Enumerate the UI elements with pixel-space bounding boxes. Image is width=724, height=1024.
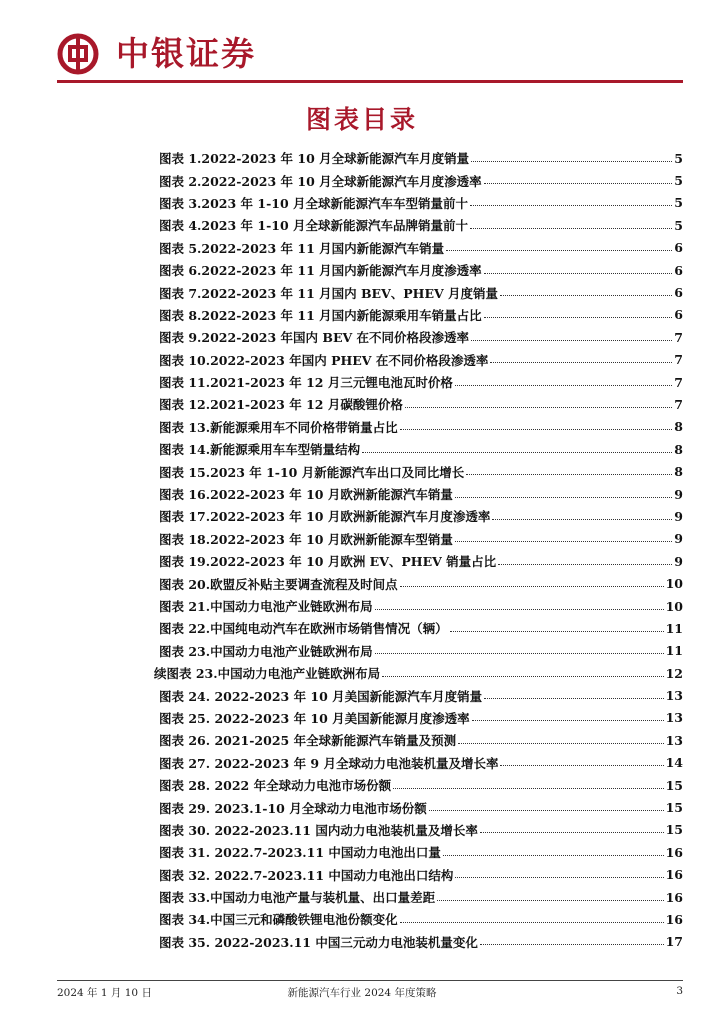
toc-entry-page: 6 (674, 285, 683, 301)
toc-leader-dots (443, 855, 664, 856)
toc-entry[interactable] (154, 662, 683, 684)
toc-leader-dots (450, 631, 664, 632)
toc-entry[interactable] (159, 841, 683, 863)
toc-entry-label: 续图表 23.中国动力电池产业链欧洲布局 (154, 666, 381, 682)
toc-leader-dots (470, 228, 672, 229)
toc-leader-dots (429, 810, 664, 811)
toc-entry-label: 图表 9.2022-2023 年国内 BEV 在不同价格段渗透率 (159, 330, 470, 346)
toc-leader-dots (393, 788, 664, 789)
toc-leader-dots (472, 720, 664, 721)
toc-entry-page: 13 (665, 732, 683, 748)
toc-entry-page: 10 (665, 598, 683, 614)
toc-entry-label: 图表 6.2022-2023 年 11 月国内新能源汽车月度渗透率 (159, 263, 482, 279)
footer-report-title: 新能源汽车行业 2024 年度策略 (287, 987, 437, 999)
toc-entry[interactable] (159, 684, 683, 706)
toc-entry-page: 16 (665, 844, 683, 860)
toc-entry-page: 9 (674, 486, 683, 502)
bank-of-china-logo-icon (57, 33, 99, 75)
toc-leader-dots (471, 161, 672, 162)
toc-leader-dots (455, 497, 672, 498)
toc-leader-dots (446, 250, 672, 251)
toc-entry-label: 图表 16.2022-2023 年 10 月欧洲新能源汽车销量 (159, 487, 453, 503)
toc-entry-page: 10 (665, 576, 683, 592)
toc-entry[interactable] (159, 550, 683, 572)
toc-entry-label: 图表 1.2022-2023 年 10 月全球新能源汽车月度销量 (159, 151, 470, 167)
toc-leader-dots (480, 832, 664, 833)
toc-entry-page: 16 (665, 911, 683, 927)
toc-entry[interactable] (159, 729, 683, 751)
toc-entry[interactable] (159, 505, 683, 527)
toc-leader-dots (492, 519, 672, 520)
toc-entry[interactable] (159, 640, 683, 662)
toc-leader-dots (484, 273, 673, 274)
toc-entry[interactable] (159, 774, 683, 796)
toc-entry-page: 6 (674, 262, 683, 278)
toc-entry-label: 图表 13.新能源乘用车不同价格带销量占比 (159, 419, 398, 435)
toc-leader-dots (455, 877, 663, 878)
toc-entry[interactable] (159, 371, 683, 393)
toc-leader-dots (400, 586, 664, 587)
toc-entry-label: 图表 25. 2022-2023 年 10 月美国新能源月度渗透率 (159, 710, 470, 726)
toc-entry-label: 图表 23.中国动力电池产业链欧洲布局 (159, 643, 373, 659)
toc-entry[interactable] (159, 393, 683, 415)
toc-entry-page: 15 (665, 777, 683, 793)
toc-entry-label: 图表 17.2022-2023 年 10 月欧洲新能源汽车月度渗透率 (159, 509, 491, 525)
toc-entry-label: 图表 34.中国三元和磷酸铁锂电池份额变化 (159, 912, 398, 928)
toc-leader-dots (405, 407, 672, 408)
toc-entry-page: 8 (674, 464, 683, 480)
toc-entry[interactable] (159, 528, 683, 550)
toc-entry[interactable] (159, 483, 683, 505)
toc-entry-page: 5 (674, 195, 683, 211)
toc-entry-page: 11 (665, 620, 683, 636)
toc-entry-page: 5 (674, 150, 683, 166)
toc-entry[interactable] (159, 931, 683, 953)
toc-entry-page: 16 (665, 867, 683, 883)
toc-leader-dots (458, 743, 664, 744)
toc-entry[interactable] (159, 572, 683, 594)
toc-entry[interactable] (159, 214, 683, 236)
toc-entry-label: 图表 11.2021-2023 年 12 月三元锂电池瓦时价格 (159, 375, 453, 391)
toc-entry-label: 图表 8.2022-2023 年 11 月国内新能源乘用车销量占比 (159, 307, 482, 323)
toc-entry[interactable] (159, 237, 683, 259)
toc-entry[interactable] (159, 147, 683, 169)
toc-entry[interactable] (159, 908, 683, 930)
toc-leader-dots (490, 362, 672, 363)
toc-entry-page: 13 (665, 710, 683, 726)
toc-entry-page: 7 (674, 352, 683, 368)
toc-entry[interactable] (159, 259, 683, 281)
toc-entry-label: 图表 2.2022-2023 年 10 月全球新能源汽车月度渗透率 (159, 173, 482, 189)
toc-entry[interactable] (159, 819, 683, 841)
toc-leader-dots (362, 452, 672, 453)
toc-entry-page: 9 (674, 508, 683, 524)
toc-leader-dots (500, 765, 663, 766)
toc-entry[interactable] (159, 438, 683, 460)
toc-entry-label: 图表 30. 2022-2023.11 国内动力电池装机量及增长率 (159, 822, 478, 838)
toc-entry-label: 图表 33.中国动力电池产量与装机量、出口量差距 (159, 890, 436, 906)
toc-entry-page: 15 (665, 800, 683, 816)
toc-leader-dots (466, 474, 672, 475)
toc-entry[interactable] (159, 349, 683, 371)
toc-entry[interactable] (159, 169, 683, 191)
toc-entry-page: 7 (674, 329, 683, 345)
toc-leader-dots (437, 900, 663, 901)
toc-leader-dots (484, 317, 673, 318)
toc-entry-label: 图表 31. 2022.7-2023.11 中国动力电池出口量 (159, 845, 441, 861)
toc-entry[interactable] (159, 281, 683, 303)
brand-name: 中银证券 (116, 34, 256, 73)
toc-entry-page: 12 (665, 665, 683, 681)
toc-leader-dots (471, 340, 672, 341)
toc-entry-page: 16 (665, 889, 683, 905)
toc-entry[interactable] (159, 460, 683, 482)
footer-date: 2024 年 1 月 10 日 (57, 987, 152, 999)
toc-entry-label: 图表 22.中国纯电动汽车在欧洲市场销售情况（辆） (159, 621, 448, 637)
header-rule (57, 80, 683, 83)
toc-entry-page: 17 (665, 934, 683, 950)
toc-leader-dots (400, 429, 673, 430)
toc-entry-label: 图表 12.2021-2023 年 12 月碳酸锂价格 (159, 397, 403, 413)
page-header (0, 0, 724, 90)
toc-entry[interactable] (159, 796, 683, 818)
toc-entry-page: 14 (665, 755, 683, 771)
toc-entry-label: 图表 21.中国动力电池产业链欧洲布局 (159, 599, 373, 614)
toc-entry-label: 图表 26. 2021-2025 年全球新能源汽车销量及预测 (159, 733, 457, 749)
toc-entry-label: 图表 5.2022-2023 年 11 月国内新能源汽车销量 (159, 240, 445, 256)
toc-entry-label: 图表 29. 2023.1-10 月全球动力电池市场份额 (159, 800, 427, 816)
toc-entry-page: 7 (674, 374, 683, 390)
toc-entry-page: 5 (674, 173, 683, 189)
toc-entry-label: 图表 7.2022-2023 年 11 月国内 BEV、PHEV 月度销量 (159, 285, 499, 301)
toc-entry-page: 9 (674, 531, 683, 547)
toc-leader-dots (455, 541, 672, 542)
toc-entry-label: 图表 4.2023 年 1-10 月全球新能源汽车品牌销量前十 (159, 218, 469, 234)
toc-entry-label: 图表 15.2023 年 1-10 月新能源汽车出口及同比增长 (159, 464, 465, 480)
toc-leader-dots (484, 698, 663, 699)
toc-entry-page: 11 (665, 643, 683, 659)
toc-entry[interactable] (159, 304, 683, 326)
toc-entry-page: 13 (665, 688, 683, 704)
toc-leader-dots (455, 385, 672, 386)
page-title: 图表目录 (305, 105, 418, 134)
toc-entry[interactable] (159, 886, 683, 908)
toc-entry[interactable] (159, 752, 683, 774)
toc-entry-page: 6 (674, 307, 683, 323)
toc-leader-dots (382, 676, 663, 677)
toc-entry-label: 图表 28. 2022 年全球动力电池市场份额 (159, 778, 392, 794)
toc-entry-page: 15 (665, 822, 683, 838)
toc-entry-label: 图表 18.2022-2023 年 10 月欧洲新能源车型销量 (159, 531, 453, 547)
toc-entry-page: 8 (674, 419, 683, 435)
toc-leader-dots (375, 609, 664, 610)
toc-entry-label: 图表 3.2023 年 1-10 月全球新能源汽车车型销量前十 (159, 195, 469, 211)
toc-entry-label: 图表 35. 2022-2023.11 中国三元动力电池装机量变化 (159, 934, 478, 950)
toc-entry-page: 9 (674, 553, 683, 569)
footer-page-number: 3 (676, 985, 683, 997)
toc-entry-label: 图表 19.2022-2023 年 10 月欧洲 EV、PHEV 销量占比 (159, 554, 497, 570)
toc-entry-label: 图表 10.2022-2023 年国内 PHEV 在不同价格段渗透率 (159, 352, 489, 368)
toc-entry[interactable] (159, 864, 683, 886)
toc-entry[interactable] (159, 326, 683, 348)
toc-entry-label: 图表 14.新能源乘用车车型销量结构 (159, 442, 361, 458)
toc-entry-page: 7 (674, 396, 683, 412)
toc-entry-page: 6 (674, 240, 683, 256)
toc-entry-label: 图表 24. 2022-2023 年 10 月美国新能源汽车月度销量 (159, 688, 483, 704)
toc-leader-dots (500, 295, 672, 296)
footer-rule (57, 980, 683, 981)
toc-leader-dots (400, 922, 664, 923)
toc-leader-dots (375, 653, 664, 654)
figure-toc-list (154, 147, 683, 953)
toc-entry[interactable] (159, 416, 683, 438)
toc-entry-label: 图表 32. 2022.7-2023.11 中国动力电池出口结构 (159, 867, 454, 883)
toc-entry-label: 图表 27. 2022-2023 年 9 月全球动力电池装机量及增长率 (159, 755, 499, 771)
toc-leader-dots (470, 205, 672, 206)
toc-leader-dots (498, 564, 672, 565)
toc-entry[interactable] (159, 192, 683, 214)
toc-entry-page: 8 (674, 441, 683, 457)
toc-leader-dots (480, 944, 664, 945)
toc-entry-page: 5 (674, 217, 683, 233)
toc-entry[interactable] (159, 617, 683, 639)
toc-entry[interactable] (159, 707, 683, 729)
toc-leader-dots (484, 183, 673, 184)
toc-entry-label: 图表 20.欧盟反补贴主要调查流程及时间点 (159, 576, 398, 592)
toc-entry[interactable] (159, 595, 683, 617)
